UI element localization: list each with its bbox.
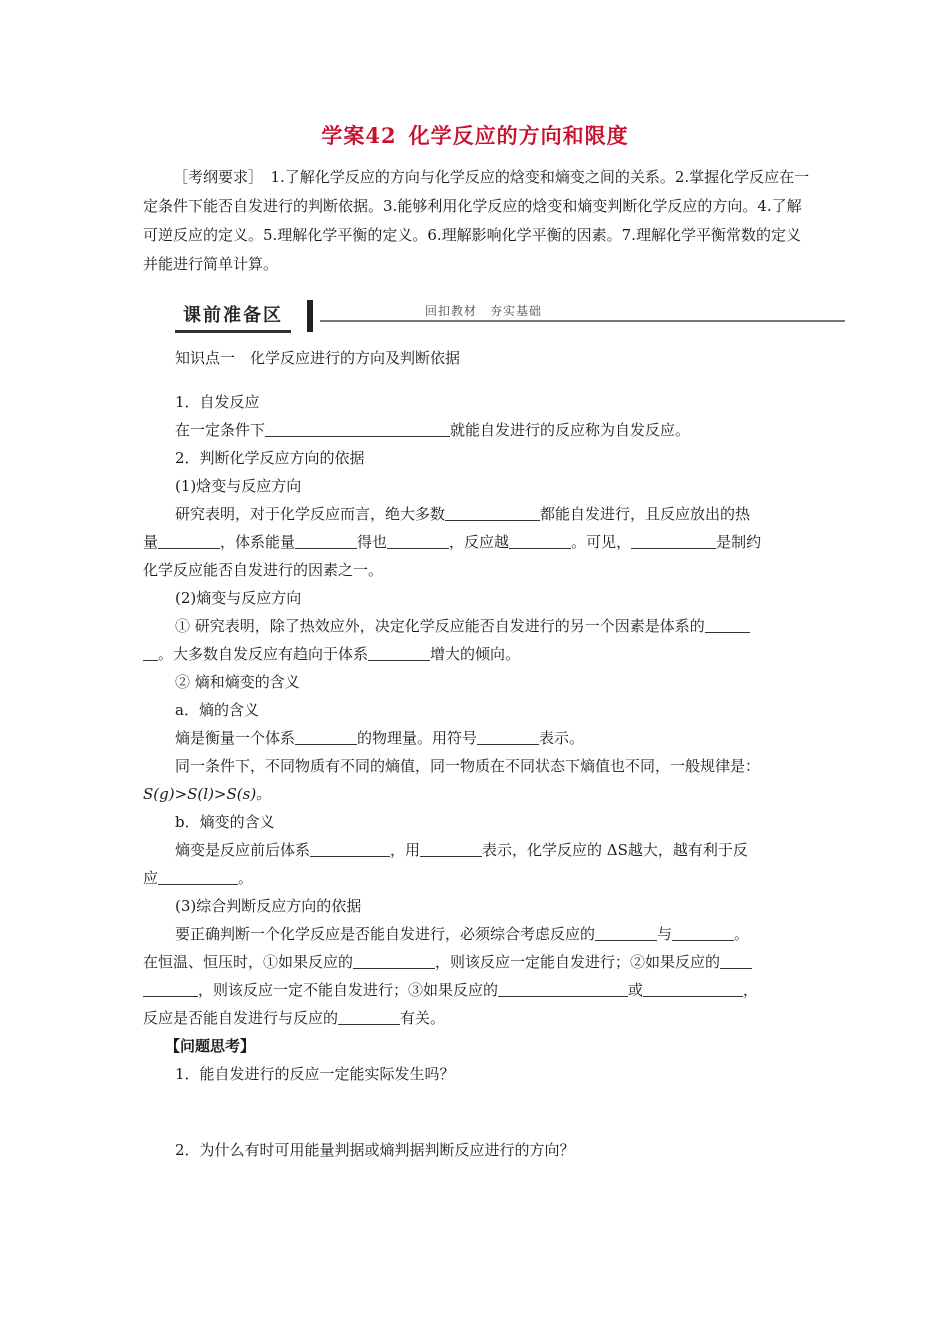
blank[interactable] (143, 645, 158, 661)
blank[interactable] (310, 841, 390, 857)
blank[interactable] (672, 925, 734, 941)
blank[interactable] (143, 981, 198, 997)
entropy-change-line1: 熵变是反应前后体系 ，用 表示，化学反应的 ΔS越大，越有利于反 (175, 841, 748, 859)
banner-bar (307, 300, 313, 332)
s1-heading: 1．自发反应 (175, 393, 260, 411)
s2-1-line1: 研究表明，对于化学反应而言，绝大多数 都能自发进行，且反应放出的热 (175, 505, 751, 523)
questions-heading: 【问题思考】 (165, 1037, 256, 1055)
blank[interactable] (705, 617, 750, 633)
page-title (0, 120, 950, 150)
blank[interactable] (265, 421, 450, 437)
banner-rule (320, 320, 845, 322)
banner-subtitle: 回扣教材 夯实基础 (425, 304, 543, 318)
requirements-paragraph: ［考纲要求］ 1.了解化学反应的方向与化学反应的焓变和熵变之间的关系。2.掌握化学反应在一定条件下能否自发进行的判断依据。3.能够利用化学反应的焓变和熵变判断化学反应的方向。4.了解可逆反应的定义。5.理解化学平衡的定义。6.理解影响化学平衡的因素。7.理解化学平衡常数的定义并能进行简单计算。 (143, 168, 810, 273)
s2-2-line1: ① 研究表明，除了热效应外，决定化学反应能否自发进行的另一个因素是体系的 (175, 616, 750, 636)
entropy-line2: 同一条件下，不同物质有不同的熵值，同一物质在不同状态下熵值也不同，一般规律是： (175, 757, 761, 775)
blank[interactable] (158, 869, 238, 885)
blank[interactable] (631, 533, 716, 549)
s2-heading: 2．判断化学反应方向的依据 (175, 449, 365, 467)
blank[interactable] (387, 533, 449, 549)
blank[interactable] (720, 953, 752, 969)
blank[interactable] (509, 533, 571, 549)
blank[interactable] (595, 925, 657, 941)
s2-1-line2: 量 ，体系能量 得也 ，反应越 。可见， 是制约 (143, 533, 762, 551)
blank[interactable] (420, 841, 482, 857)
blank[interactable] (368, 645, 430, 661)
s2-2-line3: ② 熵和熵变的含义 (175, 673, 300, 691)
blank[interactable] (295, 533, 357, 549)
s2-1-heading: (1)焓变与反应方向 (175, 477, 302, 495)
s1-line: 在一定条件下 就能自发进行的反应称为自发反应。 (175, 421, 691, 439)
s2-2-heading: (2)熵变与反应方向 (175, 589, 302, 607)
title-prefix: 学案42 (321, 123, 397, 148)
s2-1-line3: 化学反应能否自发进行的因素之一。 (143, 561, 384, 579)
blank[interactable] (295, 729, 357, 745)
entropy-line1: 熵是衡量一个体系 的物理量。用符号 表示。 (175, 729, 585, 747)
s2-2-line2: 。大多数自发反应有趋向于体系 增大的倾向。 (143, 644, 520, 664)
entropy-meaning-heading: a．熵的含义 (175, 701, 259, 719)
banner-label: 课前准备区 (175, 302, 291, 333)
entropy-rule: S(g)>S(l)>S(s)。 (143, 785, 272, 803)
entropy-change-line2: 应 。 (143, 869, 254, 887)
blank[interactable] (158, 533, 220, 549)
blank[interactable] (643, 981, 743, 997)
blank[interactable] (445, 505, 540, 521)
knowledge-point-heading: 知识点一 化学反应进行的方向及判断依据 (175, 349, 461, 367)
section-banner (175, 300, 845, 332)
entropy-change-heading: b．熵变的含义 (175, 813, 275, 831)
s2-3-line3: ，则该反应一定不能自发进行；③如果反应的 或 ， (143, 980, 758, 1000)
blank[interactable] (353, 953, 435, 969)
title-main: 化学反应的方向和限度 (408, 123, 629, 148)
s2-3-heading: (3)综合判断反应方向的依据 (175, 897, 362, 915)
s2-3-line1: 要正确判断一个化学反应是否能自发进行，必须综合考虑反应的 与 。 (175, 925, 750, 943)
s2-3-line2: 在恒温、恒压时，①如果反应的 ，则该反应一定能自发进行；②如果反应的 (143, 952, 752, 972)
blank[interactable] (498, 981, 628, 997)
question-2: 2．为什么有时可用能量判据或熵判据判断反应进行的方向？ (175, 1141, 575, 1159)
s2-3-line4: 反应是否能自发进行与反应的 有关。 (143, 1009, 446, 1027)
blank[interactable] (338, 1009, 400, 1025)
blank[interactable] (477, 729, 539, 745)
question-1: 1．能自发进行的反应一定能实际发生吗？ (175, 1065, 455, 1083)
